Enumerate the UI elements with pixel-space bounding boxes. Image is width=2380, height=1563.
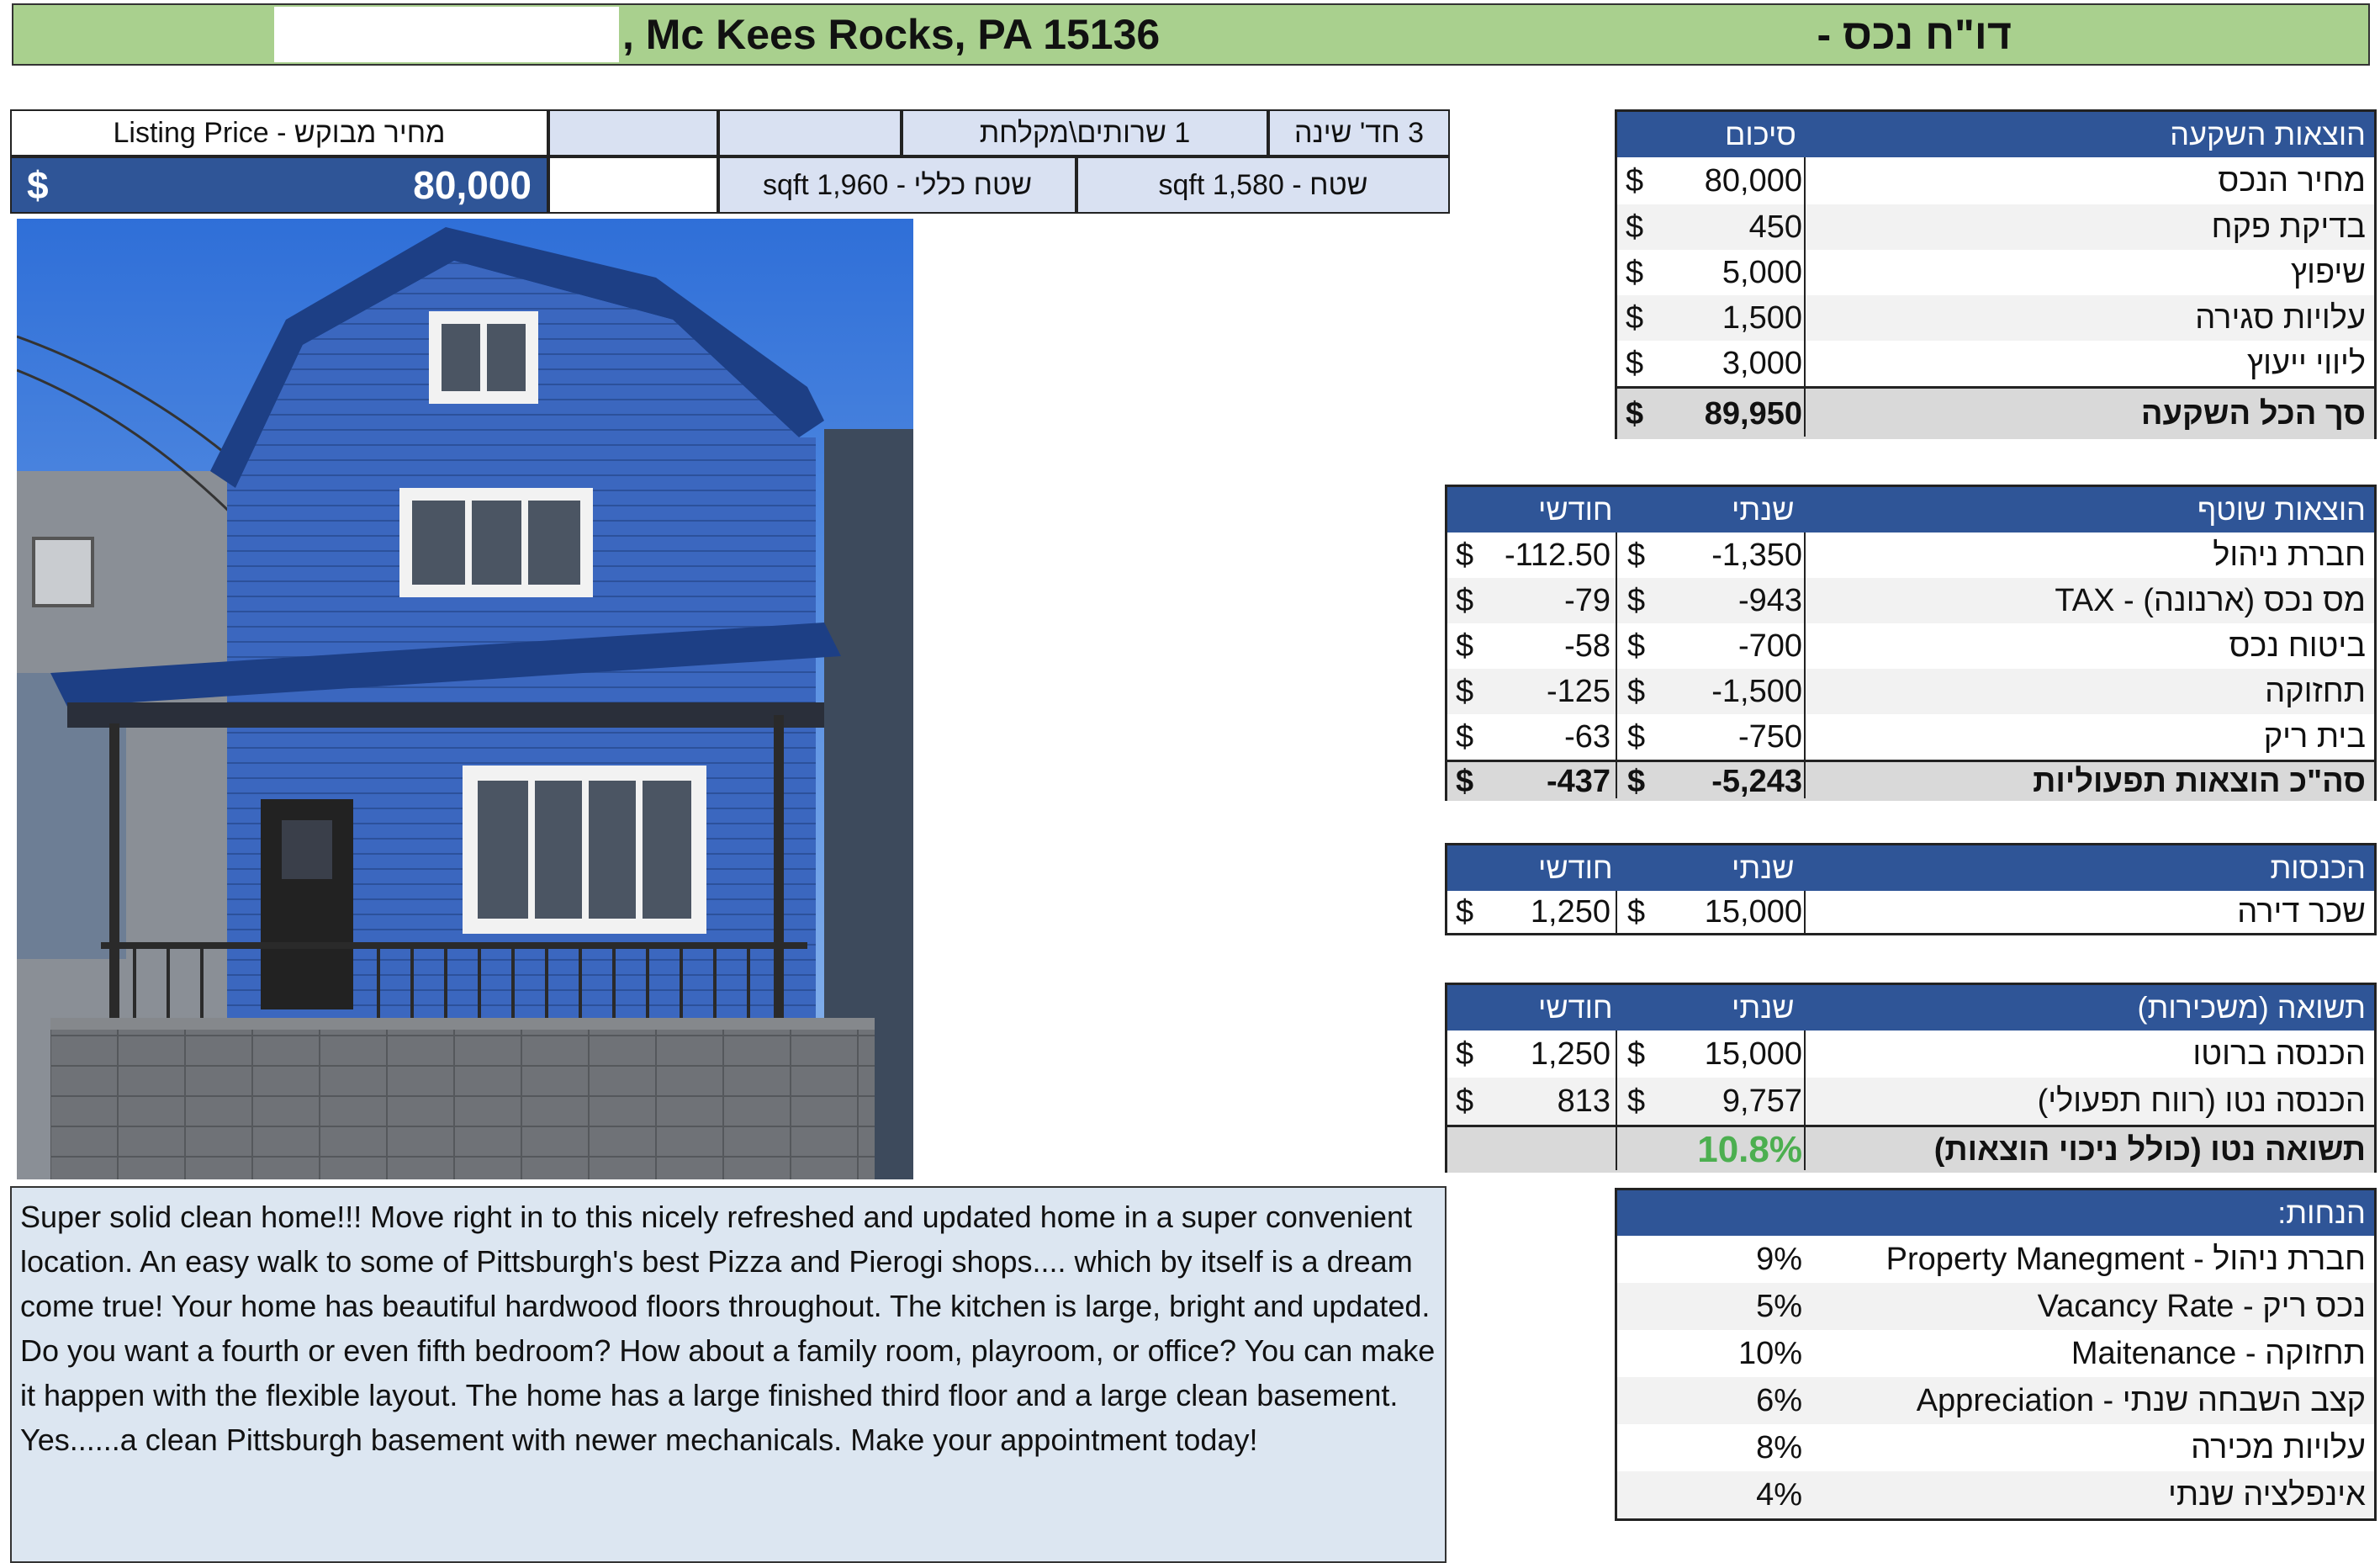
- header-monthly: חודשי: [1538, 850, 1613, 885]
- total-area: שטח כללי - 1,960 sqft: [718, 156, 1076, 214]
- row-label: חברת ניהול: [2213, 537, 2366, 573]
- header-yearly: שנתי: [1732, 492, 1795, 527]
- column-divider: [1804, 532, 1806, 798]
- currency-symbol: $: [1456, 673, 1474, 709]
- row-label: ליווי ייעוץ: [2246, 345, 2366, 381]
- yearly-value: -700: [1737, 628, 1802, 664]
- row-label: בית ריק: [2263, 718, 2366, 755]
- table-row: [1617, 1424, 2374, 1471]
- table-row: [1447, 891, 2374, 933]
- row-label: הכנסה נטו (רווח תפעולי): [2037, 1083, 2366, 1119]
- yearly-total: -5,243: [1711, 763, 1802, 799]
- row-label: אינפלציה שנתי: [2168, 1476, 2366, 1513]
- header-sum: סיכום: [1725, 117, 1796, 151]
- yearly-value: -1,500: [1711, 673, 1802, 709]
- row-label: מחיר הנכס: [2218, 162, 2366, 199]
- table-row: [1447, 669, 2374, 714]
- currency-symbol: $: [1626, 162, 1644, 199]
- currency-symbol: $: [1627, 673, 1646, 709]
- currency-symbol: $: [1626, 299, 1644, 336]
- table-row: [1617, 1236, 2374, 1283]
- currency-symbol: $: [1456, 763, 1474, 799]
- monthly-value: -125: [1546, 673, 1610, 709]
- currency-symbol: $: [1627, 628, 1646, 664]
- listing-price-value: 80,000: [413, 163, 532, 207]
- operating-expenses-table: [1445, 485, 2377, 801]
- row-label: נכס ריק - Vacancy Rate: [2037, 1288, 2366, 1324]
- currency-symbol: $: [1627, 1083, 1646, 1119]
- bathrooms: 1 שרותים\מקלחת: [902, 109, 1268, 156]
- header-label: הכנסות: [2270, 850, 2366, 885]
- row-label: חברת ניהול - Property Manegment: [1885, 1241, 2366, 1277]
- monthly-value: 813: [1557, 1083, 1610, 1119]
- currency-symbol: $: [1627, 582, 1646, 618]
- table-row: [1617, 1330, 2374, 1377]
- living-area: שטח - 1,580 sqft: [1076, 156, 1450, 214]
- table-header: [1447, 487, 2374, 532]
- row-value: 5%: [1756, 1288, 1802, 1324]
- currency-symbol: $: [1456, 582, 1474, 618]
- assumptions-table: [1615, 1188, 2377, 1521]
- header-label: הוצאות שוטף: [2197, 492, 2366, 527]
- listing-price-label: מחיר מבוקש - Listing Price: [10, 109, 548, 156]
- header-monthly: חודשי: [1538, 492, 1613, 527]
- row-label: ביטוח נכס: [2229, 628, 2366, 664]
- monthly-value: -58: [1564, 628, 1610, 664]
- total-label: סה"כ הוצאות תפעוליות: [2033, 763, 2366, 799]
- income-table: [1445, 843, 2377, 935]
- table-header: [1617, 112, 2374, 157]
- row-label: עלויות סגירה: [2195, 299, 2366, 336]
- currency-symbol: $: [1626, 345, 1644, 381]
- row-value: 8%: [1756, 1429, 1802, 1465]
- table-total-row: [1617, 386, 2374, 439]
- empty-cell: [548, 109, 718, 156]
- investment-table: [1615, 109, 2377, 439]
- table-row: [1617, 1471, 2374, 1518]
- currency-symbol: $: [1626, 254, 1644, 290]
- header-label: הוצאות השקעה: [2170, 117, 2366, 151]
- property-description: Super solid clean home!!! Move right in to this nicely refreshed and updated home in a super convenient location. An easy walk to some of Pittsburgh's best Pizza and Pierogi shops.... which by itself is a dream come true! Your home has beautiful hardwood floors throughout. The kitchen is large, bright and updated. Do you want a fourth or even fifth bedroom? How about a family room, playroom, or office? You can make it happen with the flexible layout. The home has a large finished third floor and a large clean basement. Yes......a clean Pittsburgh basement with newer mechanicals. Make your appointment today!: [10, 1186, 1447, 1563]
- monthly-value: 1,250: [1530, 1036, 1610, 1072]
- table-row: [1447, 1031, 2374, 1078]
- empty-cell: [718, 109, 902, 156]
- table-row: [1617, 1283, 2374, 1330]
- column-divider: [1616, 891, 1617, 933]
- table-header: [1447, 845, 2374, 891]
- yearly-value: 9,757: [1722, 1083, 1802, 1119]
- table-row: [1447, 1078, 2374, 1125]
- row-value: 6%: [1756, 1382, 1802, 1418]
- total-value: 89,950: [1704, 395, 1802, 432]
- listing-price: [10, 156, 548, 214]
- net-return-label: תשואה נטו (כולל ניכוי הוצאות): [1933, 1131, 2366, 1168]
- currency-symbol: $: [1456, 893, 1474, 930]
- row-value: 450: [1748, 209, 1802, 245]
- header-monthly: חודשי: [1538, 990, 1613, 1025]
- header-label: הנחות:: [2277, 1195, 2366, 1230]
- currency-symbol: $: [1627, 1036, 1646, 1072]
- currency-symbol: $: [1456, 1083, 1474, 1119]
- house-illustration: [17, 219, 913, 1179]
- table-row: [1617, 341, 2374, 386]
- returns-table: [1445, 983, 2377, 1173]
- column-divider: [1616, 532, 1617, 798]
- column-divider: [1804, 157, 1806, 437]
- row-label: שכר דירה: [2237, 893, 2366, 930]
- row-label: עלויות מכירה: [2191, 1429, 2366, 1465]
- currency-symbol: $: [1456, 537, 1474, 573]
- yearly-value: -1,350: [1711, 537, 1802, 573]
- table-row: [1617, 250, 2374, 295]
- net-return-value: 10.8%: [1697, 1129, 1802, 1170]
- monthly-value: -79: [1564, 582, 1610, 618]
- row-value: 80,000: [1704, 162, 1802, 199]
- table-header: [1447, 985, 2374, 1031]
- row-value: 10%: [1737, 1335, 1802, 1371]
- currency-symbol: $: [1626, 209, 1644, 245]
- table-row: [1617, 1377, 2374, 1424]
- table-row: [1447, 623, 2374, 669]
- table-row: [1447, 714, 2374, 760]
- currency-symbol: $: [1627, 763, 1646, 799]
- header-label: תשואה (משכירות): [2137, 990, 2366, 1025]
- monthly-value: -112.50: [1504, 537, 1610, 573]
- property-photo: [17, 219, 913, 1179]
- currency-symbol: $: [1627, 893, 1646, 930]
- net-return-row: [1447, 1125, 2374, 1173]
- currency-symbol: $: [1627, 537, 1646, 573]
- column-divider: [1616, 1031, 1617, 1170]
- table-row: [1617, 295, 2374, 341]
- column-divider: [1804, 891, 1806, 933]
- row-label: הכנסה ברוטו: [2192, 1036, 2366, 1072]
- row-label: קצב השבחה שנתי - Appreciation: [1916, 1382, 2366, 1418]
- row-label: תחזוקה - Maitenance: [2071, 1335, 2366, 1371]
- yearly-value: 15,000: [1704, 893, 1802, 930]
- yearly-value: 15,000: [1704, 1036, 1802, 1072]
- row-value: 1,500: [1722, 299, 1802, 336]
- row-label: מס נכס (ארנונה) - TAX: [2055, 582, 2366, 618]
- currency-symbol: $: [1456, 628, 1474, 664]
- table-row: [1447, 532, 2374, 578]
- monthly-value: -63: [1564, 718, 1610, 755]
- yearly-value: -750: [1737, 718, 1802, 755]
- row-label: תחזוקה: [2265, 673, 2366, 709]
- header-yearly: שנתי: [1732, 990, 1795, 1025]
- empty-cell: [548, 156, 718, 214]
- header-yearly: שנתי: [1732, 850, 1795, 885]
- bedrooms: 3 חד' שינה: [1268, 109, 1450, 156]
- row-label: שיפוץ: [2290, 254, 2366, 290]
- column-divider: [1804, 1031, 1806, 1170]
- row-label: בדיקת פקח: [2211, 209, 2366, 245]
- redacted-street: [274, 7, 619, 62]
- table-row: [1447, 578, 2374, 623]
- row-value: 4%: [1756, 1476, 1802, 1513]
- monthly-value: 1,250: [1530, 893, 1610, 930]
- table-header: [1617, 1190, 2374, 1236]
- table-row: [1617, 204, 2374, 250]
- currency-symbol: $: [1456, 718, 1474, 755]
- monthly-total: -437: [1546, 763, 1610, 799]
- property-address: , Mc Kees Rocks, PA 15136: [622, 11, 1161, 58]
- report-title: דו"ח נכס -: [1817, 11, 2012, 58]
- currency-symbol: $: [27, 163, 49, 207]
- table-total-row: [1447, 760, 2374, 801]
- table-row: [1617, 157, 2374, 204]
- row-value: 9%: [1756, 1241, 1802, 1277]
- yearly-value: -943: [1737, 582, 1802, 618]
- row-value: 3,000: [1722, 345, 1802, 381]
- row-value: 5,000: [1722, 254, 1802, 290]
- currency-symbol: $: [1456, 1036, 1474, 1072]
- currency-symbol: $: [1627, 718, 1646, 755]
- total-label: סך הכל השקעה: [2140, 395, 2366, 432]
- currency-symbol: $: [1626, 395, 1644, 432]
